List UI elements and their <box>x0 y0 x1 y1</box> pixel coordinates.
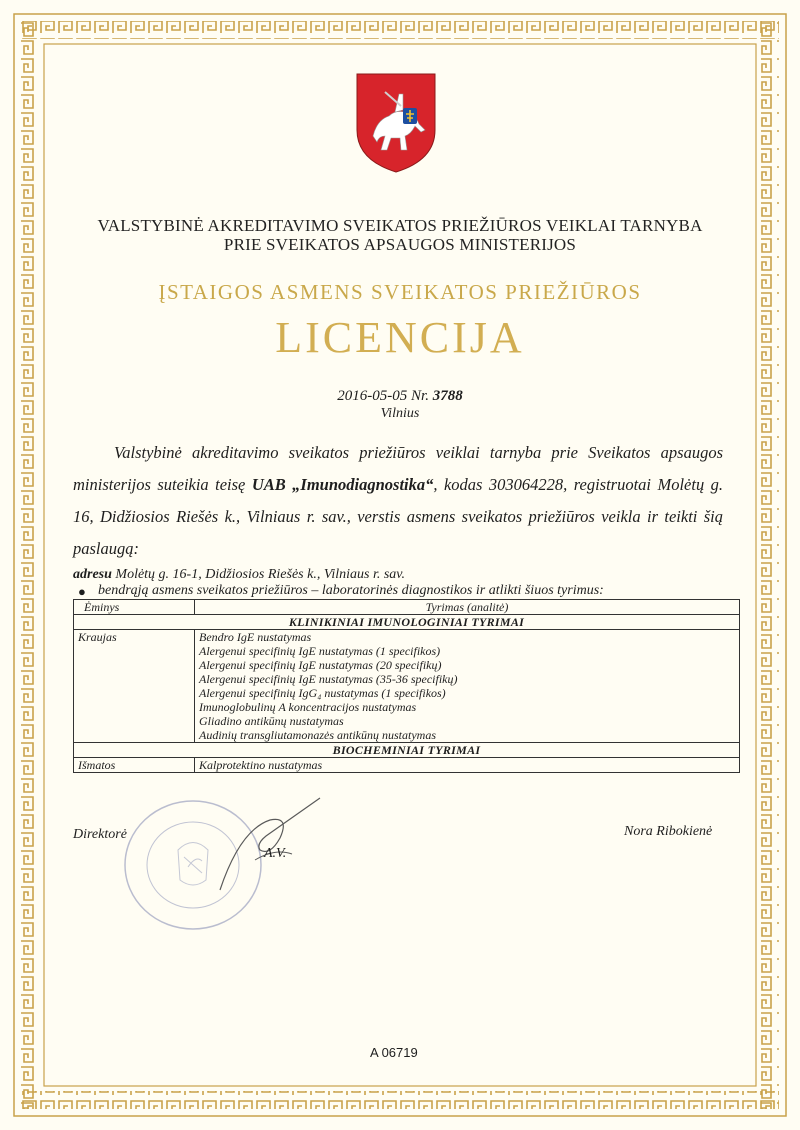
lithuanian-coat-of-arms-icon <box>355 72 437 174</box>
tests-cell <box>195 758 740 773</box>
tests-cell <box>195 630 740 743</box>
section-row <box>74 615 740 630</box>
body-part2: , kodas 303064228, registruotai Molėtų g. 16, Didžiosios Riešės k., Vilniaus r. sav., verstis asmens sveikatos priežiūros veikla ir teikti šią paslaugą: <box>73 475 724 558</box>
authority-name-line2: PRIE SVEIKATOS APSAUGOS MINISTERIJOS <box>223 235 577 254</box>
address-value: Molėtų g. 16-1, Didžiosios Riešės k., Vilniaus r. sav. <box>111 567 405 582</box>
company-name: UAB „Imunodiagnostika“ <box>251 475 434 494</box>
header-sample: Ėminys <box>74 600 195 615</box>
section-title: BIOCHEMINIAI TYRIMAI <box>74 743 740 758</box>
sample-cell: Kraujas <box>74 630 195 743</box>
table-row <box>74 758 740 773</box>
test-item: Kalprotektino nustatymas <box>199 758 323 772</box>
serial-number: A 06719 <box>370 1045 418 1060</box>
signer-name: Nora Ribokienė <box>624 824 713 839</box>
service-address <box>73 567 405 583</box>
document-subtitle: ĮSTAIGOS ASMENS SVEIKATOS PRIEŽIŪROS <box>158 280 642 304</box>
sample-cell: Išmatos <box>74 758 195 773</box>
test-item: Alergenui specifinių IgE nustatymas (35-36 specifikų) <box>199 672 458 686</box>
section-title: KLINIKINIAI IMUNOLOGINIAI TYRIMAI <box>74 615 740 630</box>
issue-city: Vilnius <box>380 406 420 421</box>
service-item <box>78 583 604 599</box>
body-part1: Valstybinė akreditavimo sveikatos priežiūros veiklai tarnyba prie Sveikatos apsaugos ministerijos suteikia teisę <box>73 443 723 494</box>
document-title: LICENCIJA <box>275 313 525 362</box>
signature-icon <box>200 790 340 900</box>
test-item: Imunoglobulinų A koncentracijos nustatymas <box>199 700 417 714</box>
issue-date: 2016-05-05 <box>337 388 408 404</box>
date-number-line <box>0 388 800 405</box>
tests-table <box>73 599 740 773</box>
license-body-paragraph <box>73 437 723 565</box>
service-text: bendrąją asmens sveikatos priežiūros – laboratorinės diagnostikos ir atlikti šiuos tyrimus: <box>98 583 604 598</box>
test-item: Gliadino antikūnų nustatymas <box>199 714 344 728</box>
test-item: Alergenui specifinių IgE nustatymas (20 specifikų) <box>199 658 442 672</box>
license-number: 3788 <box>432 388 463 404</box>
stamp-mark: A.V. <box>264 846 287 861</box>
test-item: Alergenui specifinių IgG₄ nustatymas (1 specifikos) <box>199 686 446 700</box>
director-label: Direktorė <box>73 827 127 842</box>
table-header-row <box>74 600 740 615</box>
test-item: Alergenui specifinių IgE nustatymas (1 specifikos) <box>199 644 441 658</box>
bullet-icon: ● <box>78 584 86 599</box>
header-test: Tyrimas (analitė) <box>195 600 740 615</box>
address-label: adresu <box>73 567 112 582</box>
number-prefix: Nr. <box>411 388 429 404</box>
test-item: Bendro IgE nustatymas <box>199 630 312 644</box>
section-row <box>74 743 740 758</box>
table-row <box>74 630 740 743</box>
test-item: Audinių transgliutamonazės antikūnų nustatymas <box>199 728 436 742</box>
authority-name-line1: VALSTYBINĖ AKREDITAVIMO SVEIKATOS PRIEŽIŪROS VEIKLAI TARNYBA <box>97 216 703 235</box>
